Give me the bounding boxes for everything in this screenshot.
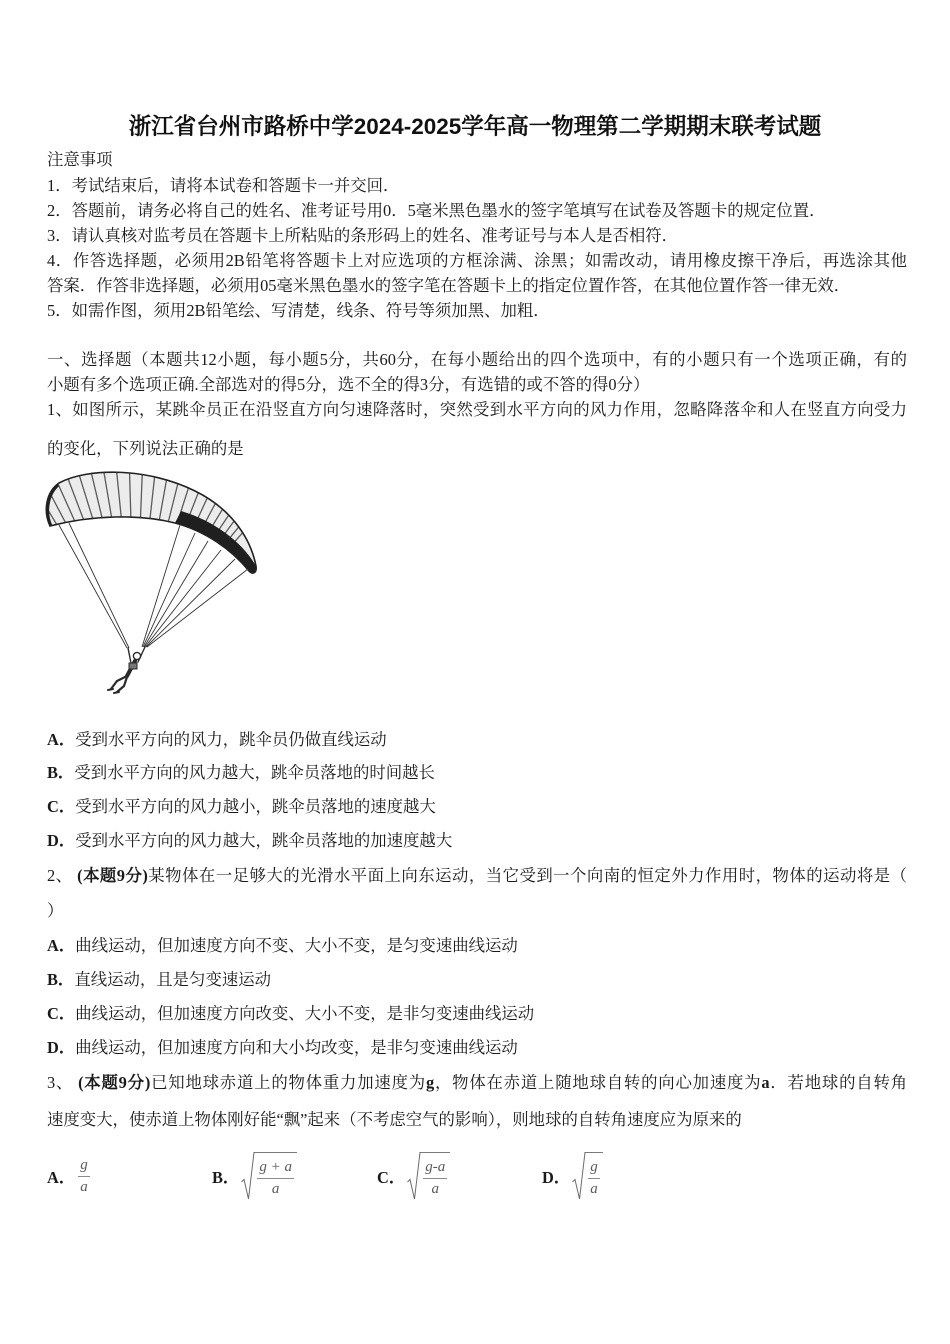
q2-option-c xyxy=(47,1004,534,1024)
notice-line-2: 2．答题前，请务必将自己的姓名、准考证号用0．5毫米黑色墨水的签字笔填写在试卷及答题卡的规定位置． xyxy=(47,201,826,220)
score-tag: (本题9分) xyxy=(77,866,148,885)
q2-stem-text: 某物体在一足够大的光滑水平面上向东运动，当它受到一个向南的恒定外力作用时，物体的运动将是（ xyxy=(147,866,907,885)
numerator: g + a xyxy=(259,1159,292,1175)
q3-stem-text-b: ，物体在赤道上随地球自转的向心加速度为 xyxy=(434,1073,762,1092)
notice-line-4-cont: 答案．作答非选择题，必须用05毫米黑色墨水的签字笔在答题卡上的指定位置作答，在其他位置作答一律无效． xyxy=(47,276,851,295)
option-label: C． xyxy=(47,797,76,816)
q3-stem-line-2: 速度变大，使赤道上物体刚好能“飘”起来（不考虑空气的影响），则地球的自转角速度应为原来的 xyxy=(47,1110,742,1129)
exam-title: 浙江省台州市路桥中学2024-2025学年高一物理第二学期期末联考试题 xyxy=(128,114,822,139)
notice-line-3: 3．请认真核对监考员在答题卡上所粘贴的条形码上的姓名、准考证号与本人是否相符． xyxy=(47,226,679,245)
fraction xyxy=(257,1159,294,1198)
fraction xyxy=(423,1159,447,1198)
option-text: 受到水平方向的风力，跳伞员仍做直线运动 xyxy=(75,730,387,749)
radical-sign-icon xyxy=(572,1151,586,1201)
q1-option-c xyxy=(47,797,436,817)
q3-stem-text-a: 已知地球赤道上的物体重力加速度为 xyxy=(150,1073,426,1092)
fraction-bar xyxy=(423,1178,447,1179)
option-label: B． xyxy=(47,970,75,989)
option-text: 受到水平方向的风力越小，跳伞员落地的速度越大 xyxy=(75,797,436,816)
option-label: B． xyxy=(212,1168,240,1187)
q1-stem-line-2: 的变化，下列说法正确的是 xyxy=(47,439,244,458)
q2-stem-line-1 xyxy=(47,866,907,886)
option-text: 直线运动，且是匀变速运动 xyxy=(74,970,272,989)
radicand xyxy=(421,1152,450,1198)
q3-stem-text-c: ．若地球的自转角 xyxy=(769,1073,908,1092)
option-label: D． xyxy=(47,1038,76,1057)
q1-option-a xyxy=(47,730,387,750)
score-tag: (本题9分) xyxy=(78,1073,151,1092)
q1-stem-line-1: 1、如图所示，某跳伞员正在沿竖直方向匀速降落时，突然受到水平方向的风力作用，忽略降落伞和人在竖直方向受力 xyxy=(47,400,907,419)
q2-option-a xyxy=(47,936,518,956)
numerator: g-a xyxy=(425,1159,446,1175)
paraglider-icon xyxy=(45,465,260,695)
option-label: A． xyxy=(47,936,76,955)
notice-heading: 注意事项 xyxy=(47,150,113,169)
radical-sign-icon xyxy=(241,1151,255,1201)
notice-line-4: 4．作答选择题，必须用2B铅笔将答题卡上对应选项的方框涂满、涂黑；如需改动，请用橡皮擦干净后，再选涂其他 xyxy=(47,251,907,270)
option-label: A． xyxy=(47,730,76,749)
question-number: 2、 xyxy=(47,866,78,885)
denominator: a xyxy=(271,1181,280,1197)
parachute-figure xyxy=(45,465,260,695)
square-root xyxy=(407,1151,450,1201)
square-root xyxy=(241,1151,297,1201)
fraction xyxy=(78,1157,90,1196)
q3-option-a xyxy=(47,1151,90,1201)
notice-line-5: 5．如需作图，须用2B铅笔绘、写清楚，线条、符号等须加黑、加粗． xyxy=(47,301,550,320)
option-text: 受到水平方向的风力越大，跳伞员落地的时间越长 xyxy=(74,763,435,782)
q1-option-b xyxy=(47,763,435,783)
section-heading-line-2: 小题有多个选项正确.全部选对的得5分，选不全的得3分，有选错的或不答的得0分） xyxy=(47,375,650,394)
denominator: a xyxy=(431,1181,439,1197)
option-label: B． xyxy=(47,763,75,782)
option-label: A． xyxy=(47,1168,76,1187)
fraction-bar xyxy=(257,1178,294,1179)
option-text: 曲线运动，但加速度方向不变、大小不变，是匀变速曲线运动 xyxy=(75,936,518,955)
denominator: a xyxy=(590,1181,598,1197)
q3-option-b xyxy=(212,1151,297,1201)
section-heading-line-1: 一、选择题（本题共12小题，每小题5分，共60分，在每小题给出的四个选项中，有的小题只有一个选项正确，有的 xyxy=(47,350,907,369)
option-label: D． xyxy=(542,1168,571,1187)
q3-option-d xyxy=(542,1151,603,1201)
q3-option-c xyxy=(377,1151,450,1201)
question-number: 3、 xyxy=(47,1073,79,1092)
q1-option-d xyxy=(47,831,452,851)
fraction-bar xyxy=(588,1178,600,1179)
numerator: g xyxy=(80,1156,88,1173)
variable-g: g xyxy=(425,1073,435,1092)
q2-option-b xyxy=(47,970,271,990)
variable-a: a xyxy=(761,1073,770,1092)
fraction-bar xyxy=(78,1176,90,1177)
radical-sign-icon xyxy=(407,1151,421,1201)
denominator: a xyxy=(80,1178,88,1195)
radicand xyxy=(586,1152,603,1198)
option-label: D． xyxy=(47,831,76,850)
square-root xyxy=(572,1151,603,1201)
option-text: 曲线运动，但加速度方向和大小均改变，是非匀变速曲线运动 xyxy=(75,1038,518,1057)
numerator: g xyxy=(590,1159,598,1175)
option-label: C． xyxy=(377,1168,406,1187)
notice-line-1: 1．考试结束后，请将本试卷和答题卡一并交回． xyxy=(47,176,400,195)
option-label: C． xyxy=(47,1004,76,1023)
fraction xyxy=(588,1159,600,1198)
option-text: 受到水平方向的风力越大，跳伞员落地的加速度越大 xyxy=(75,831,453,850)
q2-stem-line-2: ） xyxy=(47,901,64,920)
q3-stem-line-1 xyxy=(47,1073,907,1093)
option-text: 曲线运动，但加速度方向改变、大小不变，是非匀变速曲线运动 xyxy=(75,1004,535,1023)
q2-option-d xyxy=(47,1038,518,1058)
radicand xyxy=(255,1152,297,1198)
